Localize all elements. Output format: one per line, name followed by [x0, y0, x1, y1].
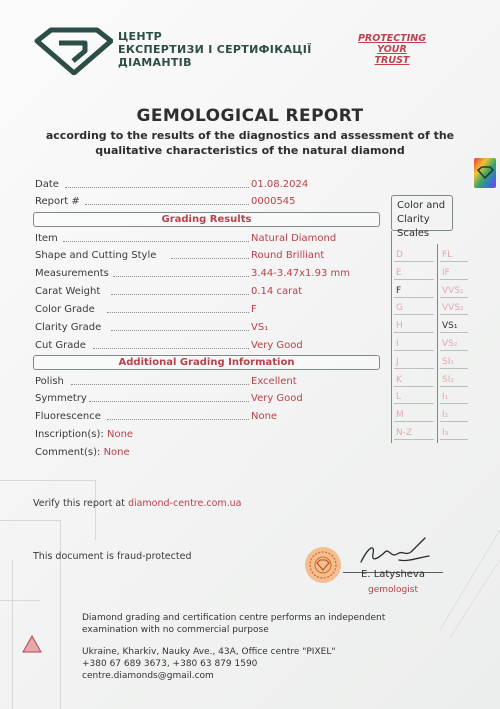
clarity-scale-grade: SI₁	[442, 357, 454, 367]
row-label: Carat Weight	[35, 286, 101, 297]
verify-link[interactable]: diamond-centre.com.ua	[127, 498, 242, 509]
color-scale-grade: L	[396, 392, 402, 402]
comments-label: Comment(s):	[35, 447, 101, 458]
row-value: Very Good	[251, 393, 303, 404]
slogan	[344, 33, 440, 66]
scale-rule	[394, 332, 434, 333]
color-grade-row	[35, 303, 380, 317]
clarity-scale-grade: I₂	[442, 410, 449, 420]
org-line: ЦЕНТР	[118, 30, 162, 43]
row-value: Very Good	[251, 340, 303, 351]
decor-line	[0, 520, 60, 521]
scale-rule	[440, 403, 468, 404]
dotted-leader	[85, 204, 249, 205]
row-label: Measurements	[35, 268, 109, 279]
report-number-row	[35, 195, 380, 209]
inscriptions-label: Inscription(s):	[35, 429, 104, 440]
row-value: VS₁	[251, 322, 269, 333]
report-number-label: Report #	[35, 196, 80, 207]
clarity-scale-grade: IF	[442, 268, 450, 278]
verify-prefix: Verify this report at	[33, 498, 128, 509]
decor-wave	[440, 520, 500, 640]
slogan-line: PROTECTING	[357, 33, 427, 44]
scale-rule	[440, 261, 468, 262]
row-label: Symmetry	[35, 393, 87, 404]
scale-rule	[394, 403, 434, 404]
fluorescence-row	[35, 410, 380, 424]
dotted-leader	[107, 419, 249, 420]
clarity-scale-grade: VS₂	[442, 339, 458, 349]
dotted-leader	[65, 187, 249, 188]
slogan-line: TRUST	[374, 55, 410, 66]
scale-rule	[440, 386, 468, 387]
color-scale-grade: M	[396, 410, 404, 420]
page-subtitle: according to the results of the diagnostics and assessment of the qualitative characteristics of the natural diamond	[45, 129, 455, 157]
slogan-line: YOUR	[377, 44, 407, 55]
item-row	[35, 232, 380, 246]
scale-border-left	[391, 231, 392, 443]
footer-contacts	[82, 646, 335, 682]
color-scale-grade: N-Z	[396, 428, 413, 438]
dotted-leader	[89, 401, 249, 402]
date-row	[35, 178, 380, 192]
dotted-leader	[71, 384, 249, 385]
footer-description	[82, 612, 385, 636]
inscriptions-value: None	[106, 429, 134, 440]
scale-rule	[394, 314, 434, 315]
footer-line: examination with no commercial purpose	[82, 625, 269, 635]
footer-phones: +380 67 689 3673, +380 63 879 1590	[82, 659, 258, 669]
scale-rule	[394, 261, 434, 262]
scale-rule	[394, 368, 434, 369]
inscriptions-line	[35, 428, 133, 442]
scale-rule	[394, 386, 434, 387]
row-label: Color Grade	[35, 304, 95, 315]
fraud-note: This document is fraud-protected	[33, 551, 192, 562]
clarity-scale-grade: VVS₁	[442, 286, 464, 296]
row-value: None	[251, 411, 278, 422]
warning-triangle-icon	[22, 635, 42, 653]
scale-rule	[394, 279, 434, 280]
row-label: Fluorescence	[35, 411, 101, 422]
signatory-role: gemologist	[368, 585, 418, 595]
diamond-logo-icon	[33, 27, 113, 75]
row-value: 3.44-3.47x1.93 mm	[251, 268, 350, 279]
scale-rule	[440, 279, 468, 280]
color-scale-grade: I	[396, 339, 399, 349]
dotted-leader	[113, 276, 249, 277]
color-scale-grade: H	[396, 321, 403, 331]
row-value: Round Brilliant	[251, 250, 325, 261]
org-line: ДІАМАНТІВ	[118, 56, 192, 69]
page-title: GEMOLOGICAL REPORT	[136, 106, 364, 126]
clarity-scale-grade: VVS₂	[442, 303, 464, 313]
carat-weight-row	[35, 285, 380, 299]
signature-icon	[355, 536, 435, 572]
row-label: Polish	[35, 376, 64, 387]
scale-rule	[440, 350, 468, 351]
comments-line	[35, 446, 130, 460]
scale-rule	[394, 421, 434, 422]
color-scale-grade: F	[396, 286, 402, 296]
row-label: Cut Grade	[35, 340, 86, 351]
scale-rule	[440, 332, 468, 333]
signatory-name: E. Latysheva	[361, 569, 425, 580]
color-scale-grade: D	[396, 250, 403, 260]
clarity-scale-grade: I₁	[442, 392, 449, 402]
scales-title-line: Clarity Scales	[397, 214, 430, 239]
decor-line	[0, 600, 40, 601]
clarity-scale-grade: FL	[442, 250, 453, 260]
dotted-leader	[107, 312, 249, 313]
scale-rule	[440, 368, 468, 369]
scales-title-box	[391, 195, 453, 239]
scale-border-middle	[437, 244, 438, 443]
polish-row	[35, 375, 380, 389]
official-seal-icon	[304, 546, 342, 584]
color-scale-grade: K	[396, 375, 402, 385]
dotted-leader	[171, 258, 249, 259]
verify-note	[33, 498, 242, 509]
footer-email[interactable]: centre.diamonds@gmail.com	[82, 671, 214, 681]
cut-grade-row	[35, 339, 380, 353]
color-scale-grade: J	[396, 357, 399, 367]
clarity-scale-grade: VS₁	[442, 321, 458, 331]
comments-value: None	[103, 447, 130, 458]
scale-rule	[394, 297, 434, 298]
scale-rule	[440, 314, 468, 315]
scales-title-line: Color and	[397, 200, 446, 211]
color-scale-grade: G	[396, 303, 403, 313]
clarity-scale-grade: SI₂	[442, 375, 454, 385]
shape-row	[35, 249, 380, 263]
decor-line	[12, 560, 13, 709]
additional-info-heading: Additional Grading Information	[33, 355, 380, 370]
clarity-grade-row	[35, 321, 380, 335]
scale-rule	[440, 439, 468, 440]
footer-address: Ukraine, Kharkiv, Nauky Ave., 43A, Office centre "PIXEL"	[82, 647, 336, 657]
row-label: Clarity Grade	[35, 322, 102, 333]
color-scale-grade: E	[396, 268, 402, 278]
organization-name	[118, 30, 312, 69]
decor-line	[95, 480, 96, 540]
grading-results-heading: Grading Results	[33, 212, 380, 227]
row-label: Shape and Cutting Style	[35, 250, 157, 261]
row-label: Item	[35, 233, 58, 244]
dotted-leader	[111, 294, 249, 295]
dotted-leader	[93, 348, 249, 349]
dotted-leader	[63, 241, 249, 242]
symmetry-row	[35, 392, 380, 406]
measurements-row	[35, 267, 380, 281]
scale-rule	[440, 421, 468, 422]
row-value: Natural Diamond	[251, 233, 337, 244]
row-value: Excellent	[251, 376, 297, 387]
scale-rule	[394, 439, 434, 440]
decor-line	[60, 520, 61, 709]
scale-rule	[440, 297, 468, 298]
dotted-leader	[111, 330, 249, 331]
org-line: ЕКСПЕРТИЗИ І СЕРТИФІКАЦІЇ	[118, 43, 312, 56]
clarity-scale-grade: I₃	[442, 428, 449, 438]
date-value: 01.08.2024	[251, 179, 309, 190]
row-value: 0.14 carat	[251, 286, 303, 297]
row-value: F	[251, 304, 257, 315]
date-label: Date	[35, 179, 59, 190]
report-number-value: 0000545	[251, 196, 296, 207]
decor-line	[0, 480, 95, 481]
footer-line: Diamond grading and certification centre performs an independent	[82, 613, 386, 623]
hologram-sticker-icon	[474, 158, 496, 188]
scale-rule	[394, 350, 434, 351]
